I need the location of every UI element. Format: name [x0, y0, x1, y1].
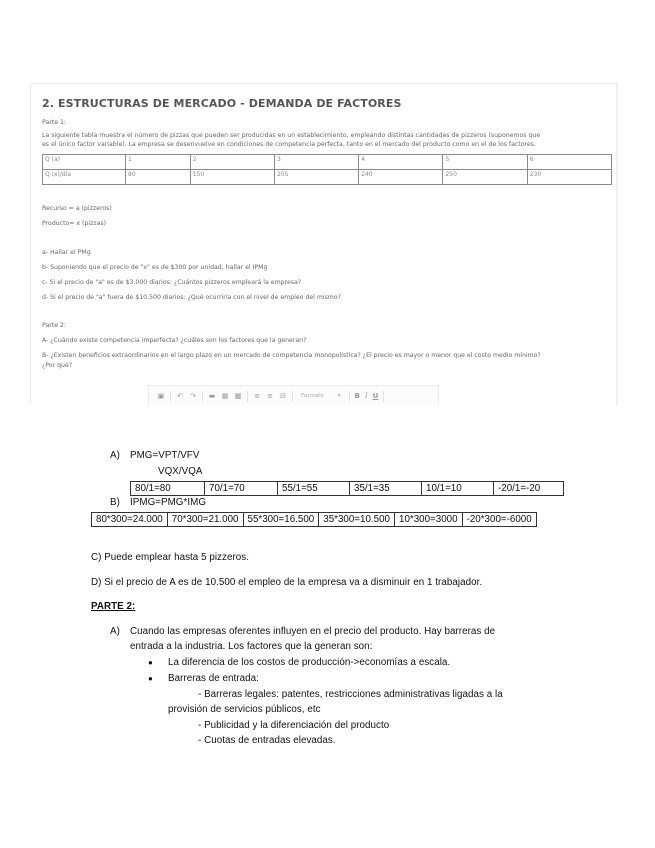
table-cell: 80*300=24.000: [92, 513, 168, 527]
bullet-icon: ●: [148, 674, 153, 683]
undo-icon[interactable]: ↶: [177, 392, 183, 400]
intro-line-2: es el único factor variable). La empresa se desenvuelve en condiciones de competencia perfecta, tanto en el mercado del producto como en el de los factores.: [42, 141, 536, 148]
sub-item-legal-barriers: - Barreras legales: patentes, restricciones administrativas ligadas a la: [198, 689, 503, 700]
chevron-down-icon: ▾: [337, 393, 341, 399]
redo-icon[interactable]: ↷: [190, 392, 196, 400]
paste-icon[interactable]: ▣: [157, 392, 165, 400]
question-b: b- Suponiendo que el precio de "x" es de $300 por unidad, hallar el IPMg: [42, 264, 268, 271]
table-cell: 1: [126, 155, 191, 170]
answer-c: C) Puede emplear hasta 5 pizzeros.: [91, 552, 249, 563]
numbered-list-icon[interactable]: ≡: [267, 392, 273, 400]
table-row: [92, 513, 537, 527]
table-cell: 205: [274, 170, 358, 185]
table-cell: -20/1=-20: [494, 482, 564, 496]
horizontal-rule-icon[interactable]: ⊟: [280, 392, 286, 400]
toolbar-divider: [247, 391, 248, 402]
table-cell: 55*300=16.500: [243, 513, 319, 527]
format-dropdown[interactable]: [298, 393, 344, 399]
table-cell: 10/1=10: [422, 482, 494, 496]
pmg-formula-2: VQX/VQA: [158, 466, 203, 477]
bullet-text: Barreras de entrada:: [168, 673, 259, 684]
table-cell: 240: [359, 170, 443, 185]
bold-button[interactable]: B: [354, 392, 360, 400]
table-row: [43, 170, 612, 185]
answer-d: D) Si el precio de A es de 10.500 el empleo de la empresa va a disminuir en 1 trabajador.: [91, 577, 483, 588]
table-cell: 150: [190, 170, 274, 185]
toolbar-divider: [292, 391, 293, 402]
pmg-formula: PMG=VPT/VFV: [130, 450, 200, 461]
parte1-label: Parte 1:: [42, 119, 67, 126]
link-icon[interactable]: ▬: [208, 392, 216, 400]
table-cell: 2: [190, 155, 274, 170]
toolbar-divider: [383, 391, 384, 402]
answer-a-heading: [110, 450, 199, 461]
sub-item-legal-barriers-cont: provisión de servicios públicos, etc: [168, 704, 321, 715]
table-row: [131, 482, 564, 496]
format-dropdown-label: Formato: [301, 393, 324, 399]
ipmg-formula: IPMG=PMG*IMG: [130, 497, 206, 508]
parte2-question-a: A- ¿Cuándo existe competencia imperfecta? ¿cuáles son los factores que la generan?: [42, 337, 307, 344]
bullet-icon: ●: [148, 658, 153, 667]
answer-b-heading: [110, 497, 206, 508]
table-cell: Q (a): [43, 155, 126, 170]
question-d: d- Si el precio de "a" fuera de $10.500 diarios: ¿Qué ocurriría con el nivel de empleo del mismo?: [42, 294, 341, 301]
answer-b-label: B): [110, 497, 120, 508]
table-cell: 35*300=10.500: [319, 513, 395, 527]
table-cell: 230: [527, 170, 611, 185]
parte2-question-b-cont: ¿Por qué?: [42, 362, 73, 369]
ipmg-table: [91, 512, 537, 527]
table-row: [43, 155, 612, 170]
bulleted-list-icon[interactable]: ≡: [254, 392, 260, 400]
table-cell: 80: [126, 170, 191, 185]
bullet-item: [148, 673, 259, 684]
production-table: [42, 154, 612, 185]
question-panel-screenshot: [30, 83, 618, 405]
p2-answer-a-text: Cuando las empresas oferentes influyen en el precio del producto. Hay barreras de: [130, 626, 496, 637]
toolbar-divider: [170, 391, 171, 402]
toolbar-divider: [349, 391, 350, 402]
parte2-label: Parte 2:: [42, 322, 67, 329]
p2-answer-a-line2: entrada a la industria. Los factores que la generan son:: [130, 641, 373, 652]
table-cell: 250: [443, 170, 527, 185]
sub-item-entry-quotas: - Cuotas de entradas elevadas.: [198, 735, 336, 746]
question-a: a- Hallar el PMg: [42, 249, 91, 256]
table-cell: 35/1=35: [350, 482, 422, 496]
table-cell: Q (x)/día: [43, 170, 126, 185]
question-c: c- Si el precio de "a" es de $3.000 diarios: ¿Cuántos pizzeros empleará la empresa?: [42, 279, 302, 286]
image-icon[interactable]: ▦: [221, 392, 229, 400]
editor-toolbar: [148, 385, 439, 406]
table-cell: 55/1=55: [278, 482, 350, 496]
table-cell: -20*300=-6000: [462, 513, 536, 527]
bullet-text: La diferencia de los costos de producción->economías a escala.: [168, 657, 451, 668]
intro-line-1: La siguiente tabla muestra el número de pizzas que pueden ser producidas en un establecimiento, empleando distintas cantidades de pizzeros (suponemos que: [42, 132, 541, 139]
table-cell: 70*300=21.000: [167, 513, 243, 527]
table-icon[interactable]: ▩: [234, 392, 242, 400]
table-cell: 5: [443, 155, 527, 170]
parte2-heading: PARTE 2:: [91, 601, 136, 612]
p2-answer-a-label: A): [110, 626, 120, 637]
question-title: 2. ESTRUCTURAS DE MERCADO - DEMANDA DE FACTORES: [42, 97, 402, 110]
table-cell: 70/1=70: [205, 482, 278, 496]
producto-text: Producto= x (pizzas): [42, 220, 107, 227]
table-cell: 4: [359, 155, 443, 170]
bullet-item: [148, 657, 450, 668]
italic-button[interactable]: I: [364, 392, 368, 400]
sub-item-advertising: - Publicidad y la diferenciación del producto: [198, 720, 390, 731]
pmg-table: [130, 481, 564, 496]
answer-a-label: A): [110, 450, 120, 461]
toolbar-divider: [202, 391, 203, 402]
table-cell: 3: [274, 155, 358, 170]
recurso-text: Recurso = a (pizzeros): [42, 205, 112, 212]
parte2-question-b: B- ¿Existen beneficios extraordinarios en el largo plazo en un mercado de competencia monopolística? ¿El precio es mayor o menor que el costo medio mínimo?: [42, 352, 541, 359]
p2-answer-a-line1: [110, 626, 495, 637]
table-cell: 80/1=80: [131, 482, 205, 496]
table-cell: 6: [527, 155, 611, 170]
underline-button[interactable]: U: [372, 392, 379, 400]
table-cell: 10*300=3000: [395, 513, 463, 527]
